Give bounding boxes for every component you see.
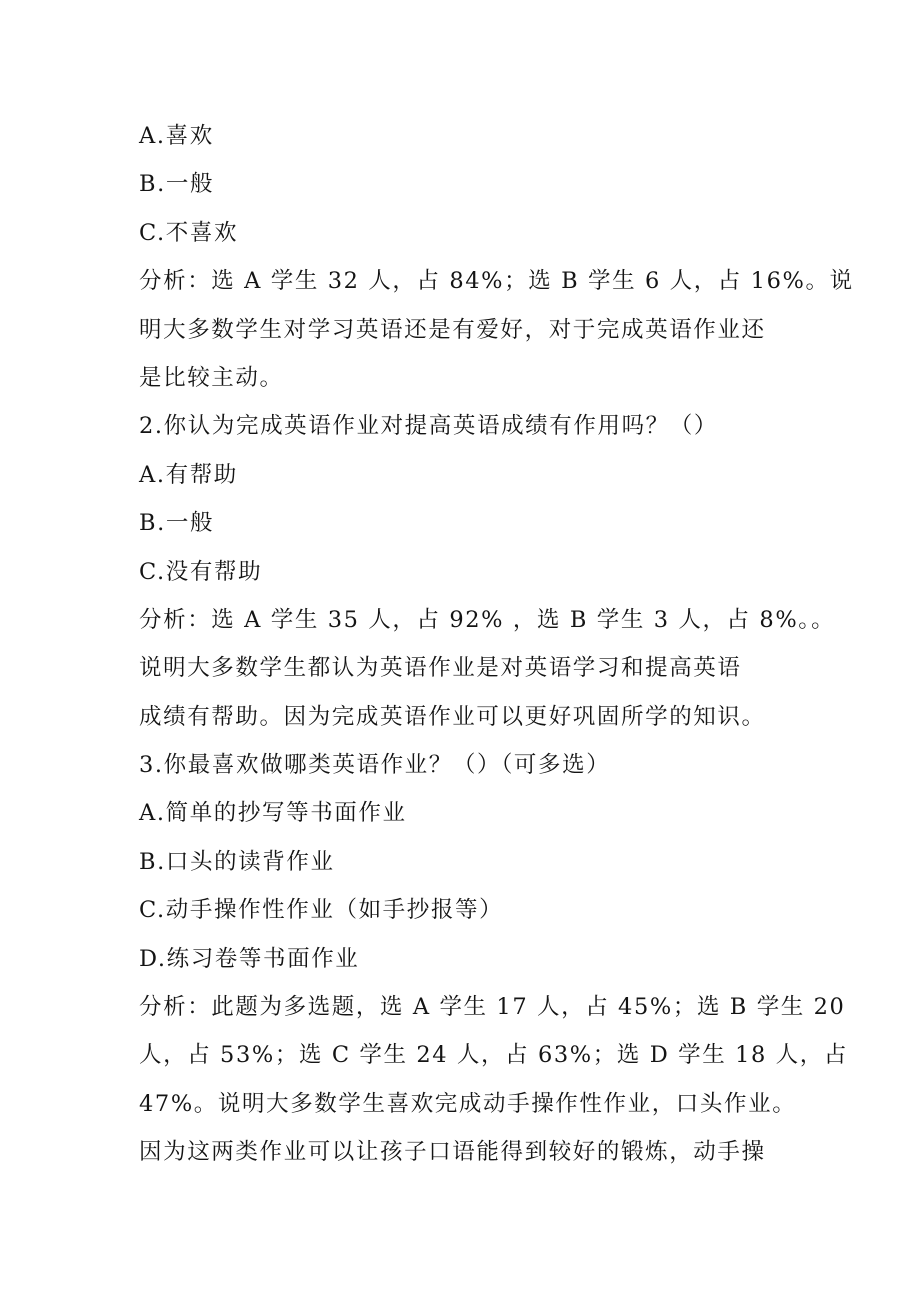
analysis-line: 因为这两类作业可以让孩子口语能得到较好的锻炼，动手操	[139, 1139, 766, 1166]
option-line: C.没有帮助	[139, 558, 263, 585]
analysis-line: 是比较主动。	[139, 364, 284, 391]
option-line: C.动手操作性作业（如手抄报等）	[139, 897, 504, 924]
question-line: 2.你认为完成英语作业对提高英语成绩有作用吗？（）	[139, 413, 718, 440]
analysis-line: 人，占 53%；选 C 学生 24 人，占 63%；选 D 学生 18 人，占	[139, 1042, 848, 1069]
option-line: A.简单的抄写等书面作业	[139, 800, 407, 827]
option-line: A.有帮助	[139, 461, 238, 488]
analysis-line: 分析：选 A 学生 32 人，占 84%；选 B 学生 6 人，占 16%。说	[139, 268, 854, 295]
option-line: D.练习卷等书面作业	[139, 945, 360, 972]
document-body	[139, 112, 854, 1177]
option-line: B.口头的读背作业	[139, 848, 335, 875]
option-line: C.不喜欢	[139, 219, 239, 246]
analysis-line: 分析：选 A 学生 35 人，占 92% ，选 B 学生 3 人，占 8%。。	[139, 606, 836, 633]
analysis-line: 成绩有帮助。因为完成英语作业可以更好巩固所学的知识。	[139, 703, 766, 730]
question-line: 3.你最喜欢做哪类英语作业？（）（可多选）	[139, 752, 611, 779]
option-line: A.喜欢	[139, 123, 214, 149]
analysis-line: 47%。说明大多数学生喜欢完成动手操作性作业，口头作业。	[139, 1090, 797, 1117]
analysis-line: 明大多数学生对学习英语还是有爱好，对于完成英语作业还	[139, 316, 766, 343]
analysis-line: 说明大多数学生都认为英语作业是对英语学习和提高英语	[139, 655, 742, 682]
option-line: B.一般	[139, 171, 215, 198]
option-line: B.一般	[139, 510, 215, 537]
analysis-line: 分析：此题为多选题，选 A 学生 17 人，占 45%；选 B 学生 20	[139, 994, 846, 1021]
